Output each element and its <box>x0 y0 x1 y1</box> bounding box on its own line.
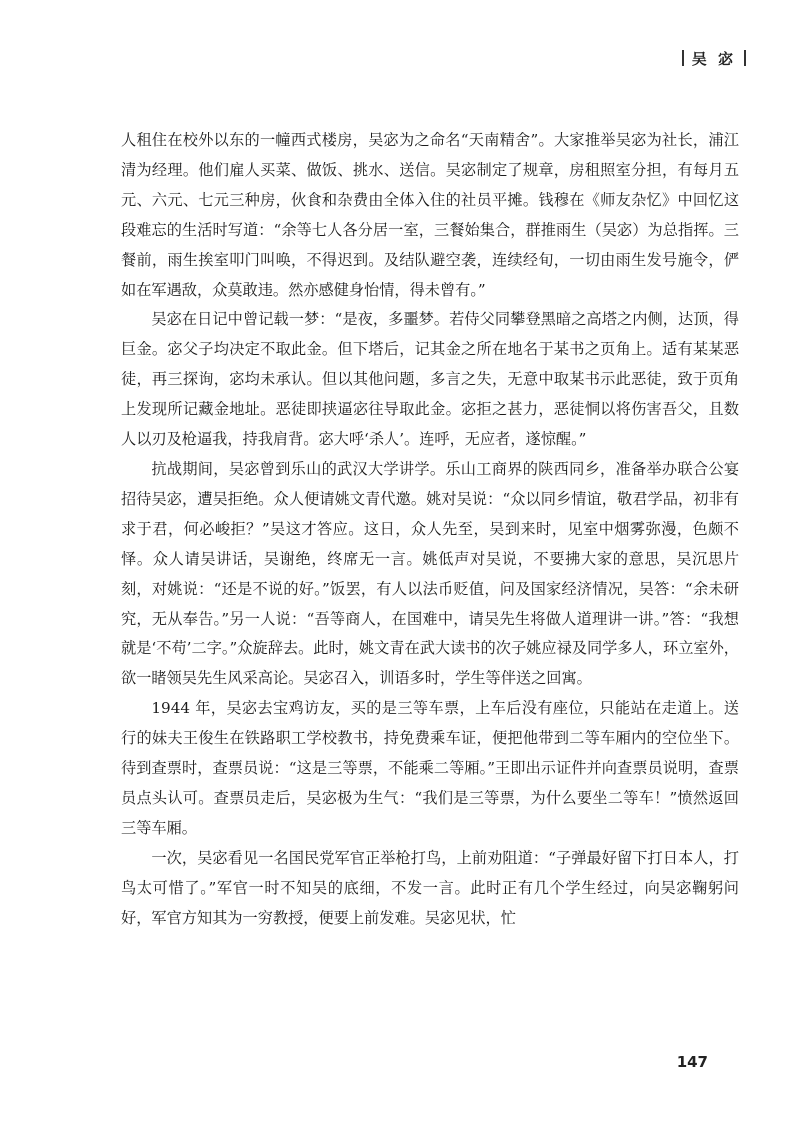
header-divider-left <box>682 50 684 66</box>
paragraph: 抗战期间，吴宓曾到乐山的武汉大学讲学。乐山工商界的陕西同乡，准备举办联合公宴招待吴宓，遭吴拒绝。众人便请姚文青代邀。姚对吴说：“众以同乡情谊，敬君学品，初非有求于君，何必峻拒？”吴这才答应。这日，众人先至，吴到来时，见室中烟雾弥漫，色颇不怿。众人请吴讲话，吴谢绝，终席无一言。姚低声对吴说，不要拂大家的意思，吴沉思片刻，对姚说：“还是不说的好。”饭罢，有人以法币贬值，问及国家经济情况，吴答：“余未研究，无从奉告。”另一人说：“吾等商人，在国难中，请吴先生将做人道理讲一讲。”答：“我想就是‘不苟’二字。”众旋辞去。此时，姚文青在武大读书的次子姚应禄及同学多人，环立室外，欲一睹领吴先生风采高论。吴宓召入，训语多时，学生等伴送之回寓。 <box>121 459 739 688</box>
paragraph: 1944 年，吴宓去宝鸡访友，买的是三等车票，上车后没有座位，只能站在走道上。送行的妹夫王俊生在铁路职工学校教书，持免费乘车证，便把他带到二等车厢内的空位坐下。待到查票时，查票员说：“这是三等票，不能乘二等厢。”王即出示证件并向查票员说明，查票员点头认可。查票员走后，吴宓极为生气：“我们是三等票，为什么要坐二等车！”愤然返回三等车厢。 <box>121 699 739 837</box>
page-number: 147 <box>676 1053 708 1071</box>
body-text <box>121 126 739 933</box>
header-divider-right <box>744 50 746 66</box>
running-header-title: 吴 宓 <box>691 49 736 68</box>
paragraph: 吴宓在日记中曾记载一梦：“是夜，多噩梦。若侍父同攀登黑暗之高塔之内侧，达顶，得巨金。宓父子均决定不取此金。但下塔后，记其金之所在地名于某书之页角上。适有某某恶徒，再三探询，宓均未承认。但以其他问题，多言之失，无意中取某书示此恶徒，致于页角上发现所记藏金地址。恶徒即挟逼宓往导取此金。宓拒之甚力，恶徒恫以将伤害吾父，且数人以刃及枪逼我，持我肩背。宓大呼‘杀人’。连呼，无应者，遂惊醒。” <box>121 310 739 449</box>
running-header <box>674 47 754 69</box>
paragraph-continuation: 人租住在校外以东的一幢西式楼房，吴宓为之命名“天南精舍”。大家推举吴宓为社长，浦江清为经理。他们雇人买菜、做饭、挑水、送信。吴宓制定了规章，房租照室分担，有每月五元、六元、七元三种房，伙食和杂费由全体入住的社员平摊。钱穆在《师友杂忆》中回忆这段难忘的生活时写道：“余等七人各分居一室，三餐始集合，群推雨生（吴宓）为总指挥。三餐前，雨生挨室叩门叫唤，不得迟到。及结队避空袭，连续经旬，一切由雨生发号施令，俨如在军遇敌，众莫敢违。然亦感健身怡情，得未曾有。” <box>121 131 739 299</box>
paragraph: 一次，吴宓看见一名国民党军官正举枪打鸟，上前劝阻道：“子弹最好留下打日本人，打鸟太可惜了。”军官一时不知吴的底细，不发一言。此时正有几个学生经过，向吴宓鞠躬问好，军官方知其为一穷教授，便要上前发难。吴宓见状，忙 <box>121 848 739 927</box>
